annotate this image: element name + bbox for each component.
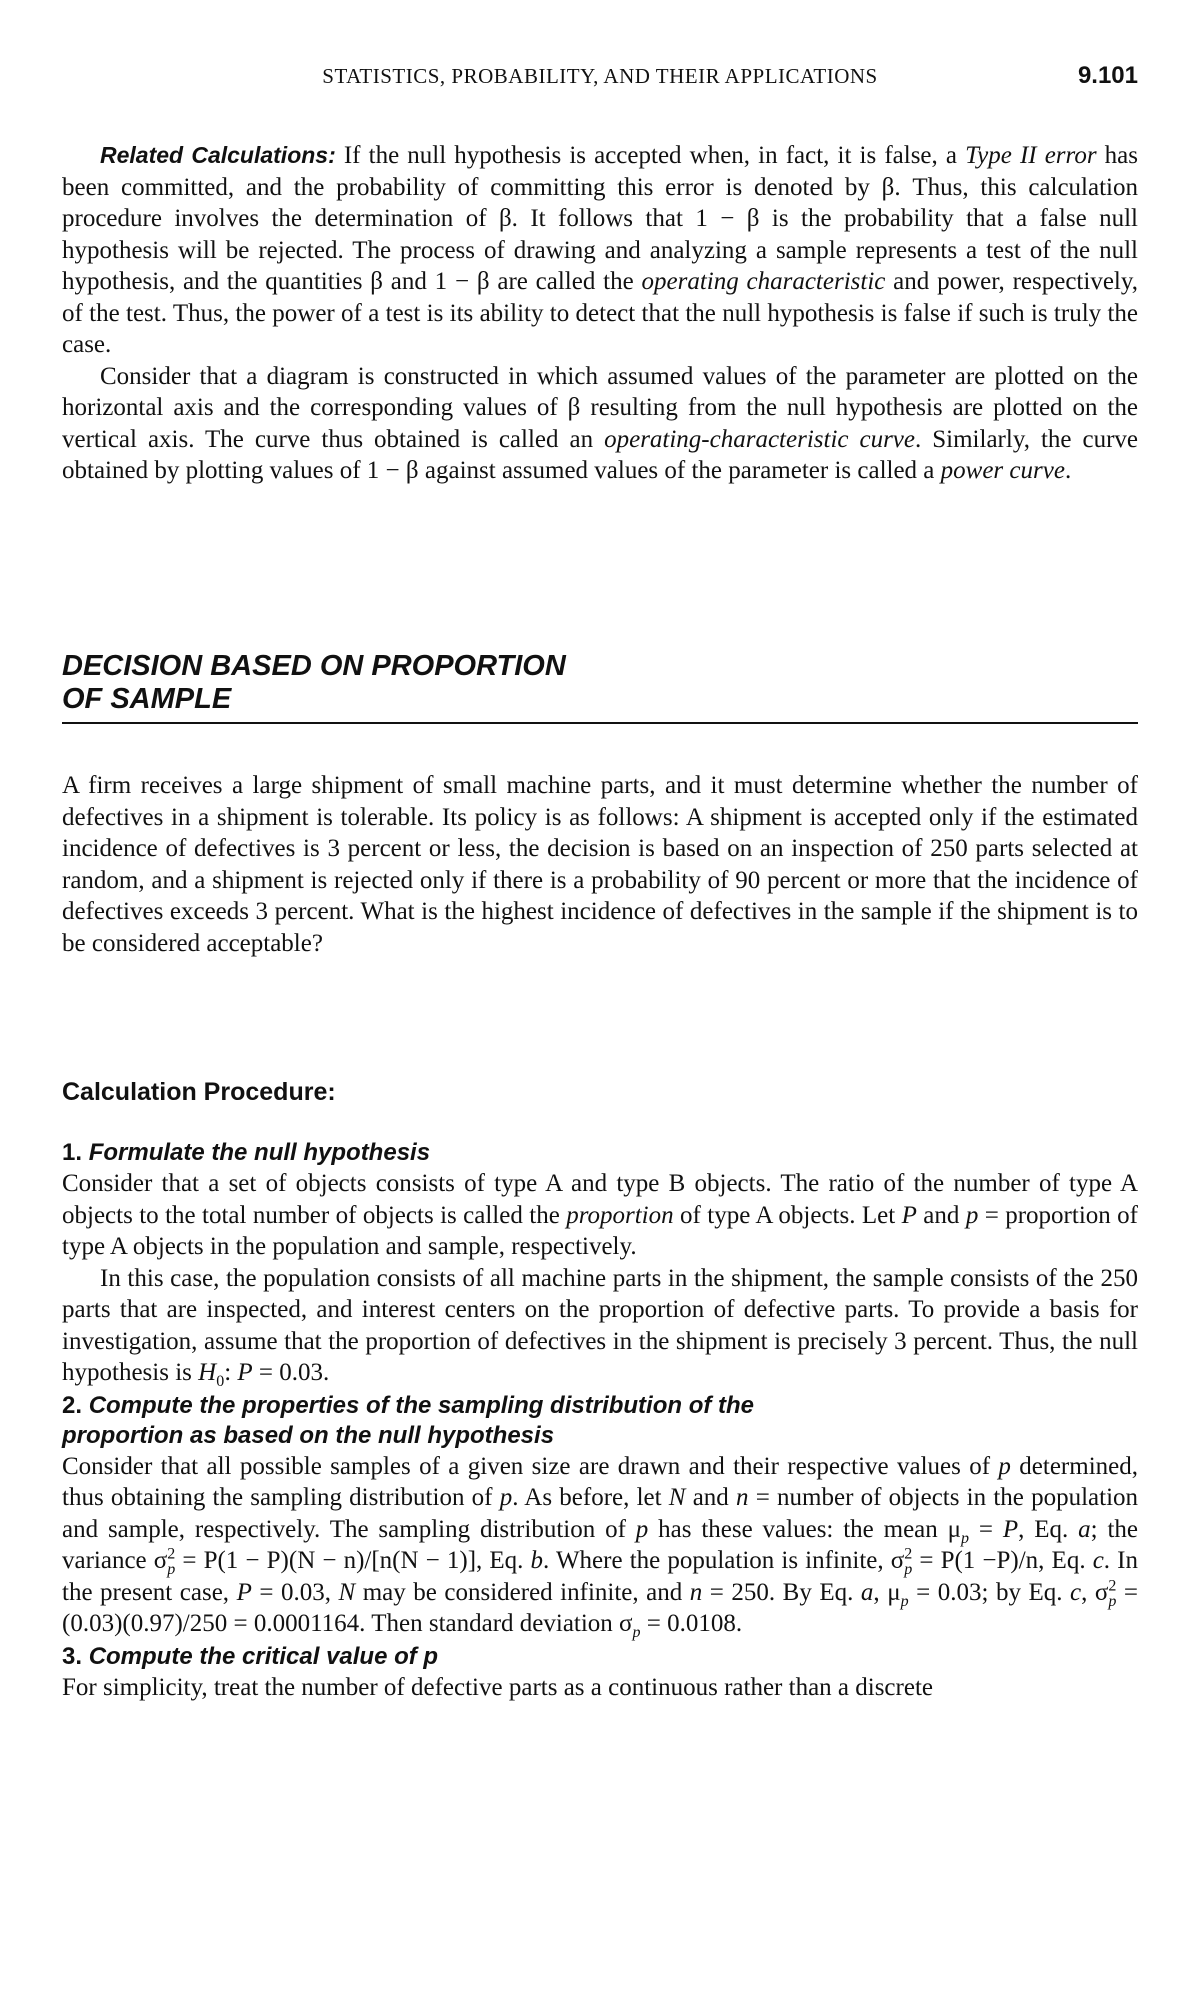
related-label: Related Calculations: (100, 142, 336, 168)
section-title-line-1: DECISION BASED ON PROPORTION (62, 650, 566, 682)
problem-statement (62, 770, 1138, 959)
page-number: 9.101 (1077, 62, 1138, 89)
step-3-heading: 3. Compute the critical value of p (62, 1642, 439, 1670)
running-head (62, 62, 1138, 92)
problem-paragraph: A firm receives a large shipment of small machine parts, and it must determine whether the number of defectives in a shipment is tolerable. Its policy is as follows: A shipment is accepted only if the estimated incidence of defectives is 3 percent or less, the decision is based on an inspection of 250 parts selected at random, and a shipment is rejected only if there is a probability of 90 percent or more that the incidence of defectives exceeds 3 percent. What is the highest incidence of defectives in the sample if the shipment is to be considered acceptable? (62, 772, 1138, 957)
step-3-paragraph: For simplicity, treat the number of defective parts as a continuous rather than a discrete (62, 1673, 933, 1701)
step-1-heading: 1. Formulate the null hypothesis (62, 1139, 431, 1166)
step-1-paragraph-1: Consider that a set of objects consists of type A and type B objects. The ratio of the number of type A objects to the total number of objects is called the proportion of type A objects. Let P and p = proportion of type A objects in the population and sample, respectively. (62, 1170, 1138, 1260)
step-2-paragraph: Consider that all possible samples of a given size are drawn and their respective values of p determined, thus obtaining the sampling distribution of p. As before, let N and n = number of objects in the population and sample, respectively. The sampling distribution of p has these values: the mean $\mu_p = P$, Eq. a; the variance $\sigma^2_p = P(1 - P)(N - n)/[n(N - 1)]$, Eq. b. Where the population is infinite, $\sigma^2_p = P(1 -P)/n$, Eq. c. In the present case, P = 0.03, N may be considered infinite, and n = 250. By Eq. a, $\mu_p = 0.03$; by Eq. c, $\sigma^2_p = (0.03)(0.97)/250 = 0.0001164$. Then standard deviation $\sigma_p = 0.0108$. (62, 1452, 1139, 1641)
related-paragraph-2: Consider that a diagram is constructed in which assumed values of the parameter are plotted on the horizontal axis and the corresponding values of β resulting from the null hypothesis are plotted on the vertical axis. The curve thus obtained is called an operating-characteristic curve. Similarly, the curve obtained by plotting values of 1 − β against assumed values of the parameter is called a power curve. (62, 362, 1138, 484)
procedure-heading: Calculation Procedure: (62, 1078, 336, 1106)
step-2-heading: 2. Compute the properties of the sampling distribution of the proportion as based on the null hypothesis (62, 1391, 755, 1449)
step-1-paragraph-2: In this case, the population consists of all machine parts in the shipment, the sample consists of the 250 parts that are inspected, and interest centers on the proportion of defective parts. To provide a basis for investigation, assume that the proportion of defectives in the shipment is precisely 3 percent. Thus, the null hypothesis is $H_0$: P = 0.03. (62, 1264, 1138, 1390)
related-paragraph-1: Related Calculations: If the null hypothesis is accepted when, in fact, it is false, a Type II error has been committed, and the probability of committing this error is denoted by β. Thus, this calculation procedure involves the determination of β. It follows that 1 − β is the probability that a false null hypothesis will be rejected. The process of drawing and analyzing a sample represents a test of the null hypothesis, and the quantities β and 1 − β are called the operating characteristic and power, respectively, of the test. Thus, the power of a test is its ability to detect that the null hypothesis is false if such is truly the case. (62, 142, 1138, 358)
related-calculations (62, 140, 1138, 487)
running-title: STATISTICS, PROBABILITY, AND THEIR APPLICATIONS (322, 64, 878, 88)
procedure-steps (62, 1138, 1138, 1703)
section-heading (62, 650, 1138, 724)
section-title-line-2: OF SAMPLE (62, 683, 232, 715)
